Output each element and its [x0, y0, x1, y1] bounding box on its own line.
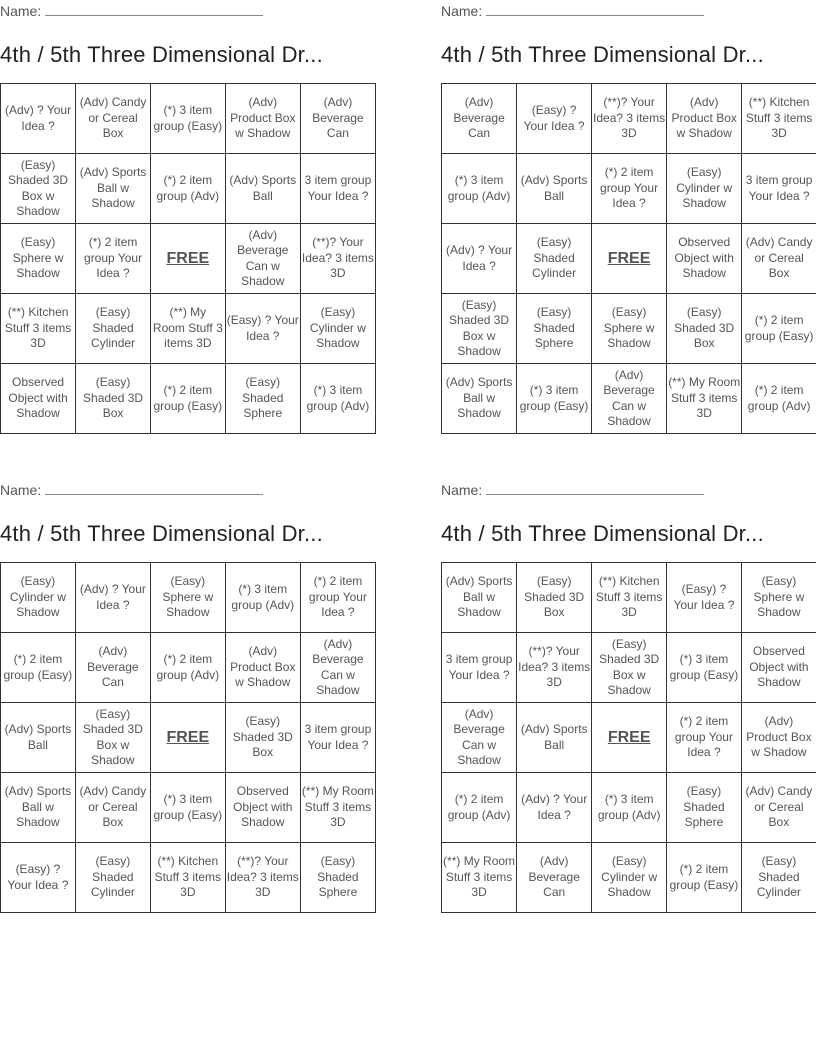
grid-cell: (*) 2 item group Your Idea ?	[667, 703, 742, 773]
free-space: FREE	[150, 703, 225, 773]
name-label: Name:	[441, 3, 483, 19]
grid-cell: (Easy) Sphere w Shadow	[741, 563, 816, 633]
grid-cell: (Easy) Shaded 3D Box	[225, 703, 300, 773]
grid-cell: (Easy) Shaded Cylinder	[517, 224, 592, 294]
bingo-card-2	[441, 0, 816, 428]
grid-row	[442, 364, 816, 434]
grid-cell: (*) 3 item group (Easy)	[150, 773, 225, 843]
grid-cell: (**) My Room Stuff 3 items 3D	[442, 843, 517, 913]
name-field	[0, 0, 376, 20]
grid-row	[442, 154, 816, 224]
grid-cell: (Adv) Candy or Cereal Box	[742, 224, 816, 294]
grid-cell: (Adv) Sports Ball w Shadow	[76, 154, 151, 224]
grid-cell: (Easy) Shaded Sphere	[517, 294, 592, 364]
grid-cell: (**) Kitchen Stuff 3 items 3D	[742, 84, 816, 154]
grid-row	[442, 633, 816, 703]
grid-cell: (Adv) Sports Ball	[517, 703, 592, 773]
grid-cell: (Easy) Shaded 3D Box	[667, 294, 742, 364]
grid-cell: (Adv) Candy or Cereal Box	[76, 84, 151, 154]
bingo-grid	[0, 83, 376, 434]
grid-cell: (Easy) Cylinder w Shadow	[592, 843, 667, 913]
grid-cell: (*) 3 item group (Adv)	[442, 154, 517, 224]
grid-cell: (Easy) Shaded Sphere	[300, 843, 375, 913]
grid-cell: (**) My Room Stuff 3 items 3D	[667, 364, 742, 434]
grid-cell: (*) 2 item group Your Idea ?	[300, 563, 375, 633]
grid-cell: (**)? Your Idea? 3 items 3D	[300, 224, 375, 294]
name-field	[0, 479, 376, 499]
free-space: FREE	[592, 703, 667, 773]
grid-cell: (*) 2 item group (Easy)	[667, 843, 742, 913]
grid-cell: (*) 3 item group (Adv)	[592, 773, 667, 843]
grid-cell: Observed Object with Shadow	[225, 773, 300, 843]
grid-cell: (Easy) Sphere w Shadow	[591, 294, 666, 364]
grid-cell: (Adv) Beverage Can	[517, 843, 592, 913]
name-underline	[45, 1, 263, 16]
grid-row	[1, 703, 376, 773]
grid-cell: (Adv) ? Your Idea ?	[75, 563, 150, 633]
name-underline	[486, 480, 704, 495]
grid-cell: (**) Kitchen Stuff 3 items 3D	[1, 294, 76, 364]
grid-row	[1, 633, 376, 703]
grid-cell: (*) 2 item group (Adv)	[742, 364, 816, 434]
grid-cell: (Adv) Sports Ball	[225, 154, 300, 224]
grid-cell: (*) 2 item group (Easy)	[1, 633, 76, 703]
grid-cell: (Easy) Cylinder w Shadow	[300, 294, 375, 364]
bingo-grid	[441, 83, 816, 434]
grid-row	[442, 84, 816, 154]
grid-cell: (Easy) Shaded 3D Box w Shadow	[442, 294, 517, 364]
grid-cell: (**) Kitchen Stuff 3 items 3D	[150, 843, 225, 913]
grid-cell: (Adv) ? Your Idea ?	[1, 84, 76, 154]
grid-cell: (Easy) Shaded 3D Box w Shadow	[75, 703, 150, 773]
free-space: FREE	[150, 224, 225, 294]
grid-cell: (**) My Room Stuff 3 items 3D	[300, 773, 375, 843]
grid-cell: 3 item group Your Idea ?	[300, 154, 375, 224]
grid-row	[1, 364, 376, 434]
grid-cell: (Easy) Shaded 3D Box	[76, 364, 151, 434]
bingo-grid	[441, 562, 816, 913]
grid-row	[442, 843, 816, 913]
grid-cell: (Adv) Sports Ball	[517, 154, 592, 224]
grid-cell: (*) 3 item group (Adv)	[225, 563, 300, 633]
grid-cell: (Easy) Cylinder w Shadow	[1, 563, 76, 633]
bingo-grid	[0, 562, 376, 913]
card-title: 4th / 5th Three Dimensional Dr...	[441, 42, 764, 67]
grid-cell: (Easy) Cylinder w Shadow	[667, 154, 742, 224]
grid-cell: (Easy) Shaded Cylinder	[76, 294, 151, 364]
grid-cell: (Adv) Product Box w Shadow	[225, 84, 300, 154]
grid-row	[1, 84, 376, 154]
grid-cell: (Easy) Sphere w Shadow	[1, 224, 76, 294]
grid-cell: (**)? Your Idea? 3 items 3D	[517, 633, 592, 703]
grid-cell: (Easy) Sphere w Shadow	[150, 563, 225, 633]
grid-cell: (*) 2 item group (Easy)	[150, 364, 225, 434]
grid-cell: (Easy) Shaded Sphere	[225, 364, 300, 434]
grid-row	[442, 563, 816, 633]
grid-row	[1, 843, 376, 913]
grid-cell: (*) 2 item group Your Idea ?	[76, 224, 151, 294]
grid-cell: (*) 3 item group (Adv)	[300, 364, 375, 434]
grid-cell: (Adv) Sports Ball w Shadow	[1, 773, 76, 843]
grid-row	[442, 294, 816, 364]
grid-cell: (Adv) Sports Ball	[1, 703, 76, 773]
bingo-card-1	[0, 0, 376, 421]
card-title: 4th / 5th Three Dimensional Dr...	[0, 42, 323, 67]
card-title: 4th / 5th Three Dimensional Dr...	[441, 521, 764, 546]
name-underline	[486, 1, 704, 16]
grid-cell: (Adv) Candy or Cereal Box	[75, 773, 150, 843]
grid-cell: (Adv) Product Box w Shadow	[667, 84, 742, 154]
name-label: Name:	[441, 482, 483, 498]
grid-cell: (*) 3 item group (Easy)	[517, 364, 592, 434]
grid-cell: (Easy) ? Your Idea ?	[1, 843, 76, 913]
grid-cell: (Adv) Candy or Cereal Box	[741, 773, 816, 843]
grid-cell: (Adv) ? Your Idea ?	[517, 773, 592, 843]
grid-cell: Observed Object with Shadow	[1, 364, 76, 434]
grid-cell: (Adv) Product Box w Shadow	[225, 633, 300, 703]
grid-cell: (*) 3 item group (Easy)	[667, 633, 742, 703]
grid-cell: (Easy) ? Your Idea ?	[517, 84, 592, 154]
grid-cell: (*) 2 item group (Adv)	[442, 773, 517, 843]
grid-cell: (Easy) Shaded 3D Box w Shadow	[1, 154, 76, 224]
grid-cell: 3 item group Your Idea ?	[742, 154, 816, 224]
grid-row	[1, 294, 376, 364]
grid-cell: (Easy) Shaded 3D Box	[517, 563, 592, 633]
grid-cell: (Adv) Sports Ball w Shadow	[442, 364, 517, 434]
card-title: 4th / 5th Three Dimensional Dr...	[0, 521, 323, 546]
grid-cell: (Adv) Beverage Can w Shadow	[225, 224, 300, 294]
grid-row	[1, 773, 376, 843]
name-field	[441, 0, 816, 20]
grid-cell: Observed Object with Shadow	[667, 224, 742, 294]
grid-cell: (Easy) Shaded Sphere	[667, 773, 742, 843]
grid-cell: (Easy) ? Your Idea ?	[225, 294, 300, 364]
name-label: Name:	[0, 3, 42, 19]
grid-cell: (*) 2 item group (Adv)	[150, 154, 225, 224]
grid-cell: (Easy) Shaded 3D Box w Shadow	[592, 633, 667, 703]
grid-cell: (**)? Your Idea? 3 items 3D	[591, 84, 666, 154]
grid-cell: (Easy) ? Your Idea ?	[667, 563, 742, 633]
grid-cell: (**) Kitchen Stuff 3 items 3D	[592, 563, 667, 633]
grid-cell: (Adv) Product Box w Shadow	[741, 703, 816, 773]
grid-cell: (Adv) Beverage Can	[300, 84, 375, 154]
grid-cell: (Easy) Shaded Cylinder	[75, 843, 150, 913]
grid-row	[1, 224, 376, 294]
grid-cell: (**)? Your Idea? 3 items 3D	[225, 843, 300, 913]
grid-cell: 3 item group Your Idea ?	[442, 633, 517, 703]
grid-row	[442, 703, 816, 773]
grid-cell: (Adv) Beverage Can w Shadow	[300, 633, 375, 703]
grid-cell: (*) 3 item group (Easy)	[150, 84, 225, 154]
free-space: FREE	[591, 224, 666, 294]
name-field	[441, 479, 816, 499]
grid-cell: (Adv) Beverage Can w Shadow	[591, 364, 666, 434]
grid-cell: (Adv) Beverage Can	[75, 633, 150, 703]
grid-cell: (*) 2 item group Your Idea ?	[591, 154, 666, 224]
grid-cell: 3 item group Your Idea ?	[300, 703, 375, 773]
grid-cell: Observed Object with Shadow	[741, 633, 816, 703]
grid-cell: (Adv) ? Your Idea ?	[442, 224, 517, 294]
grid-row	[442, 224, 816, 294]
name-underline	[45, 480, 263, 495]
grid-cell: (*) 2 item group (Adv)	[150, 633, 225, 703]
grid-cell: (Adv) Beverage Can w Shadow	[442, 703, 517, 773]
bingo-card-4	[441, 479, 816, 900]
name-label: Name:	[0, 482, 42, 498]
grid-cell: (Easy) Shaded Cylinder	[741, 843, 816, 913]
grid-row	[1, 563, 376, 633]
bingo-card-3	[0, 479, 376, 900]
grid-row	[442, 773, 816, 843]
grid-cell: (Adv) Sports Ball w Shadow	[442, 563, 517, 633]
grid-cell: (Adv) Beverage Can	[442, 84, 517, 154]
grid-cell: (**) My Room Stuff 3 items 3D	[150, 294, 225, 364]
grid-cell: (*) 2 item group (Easy)	[742, 294, 816, 364]
grid-row	[1, 154, 376, 224]
